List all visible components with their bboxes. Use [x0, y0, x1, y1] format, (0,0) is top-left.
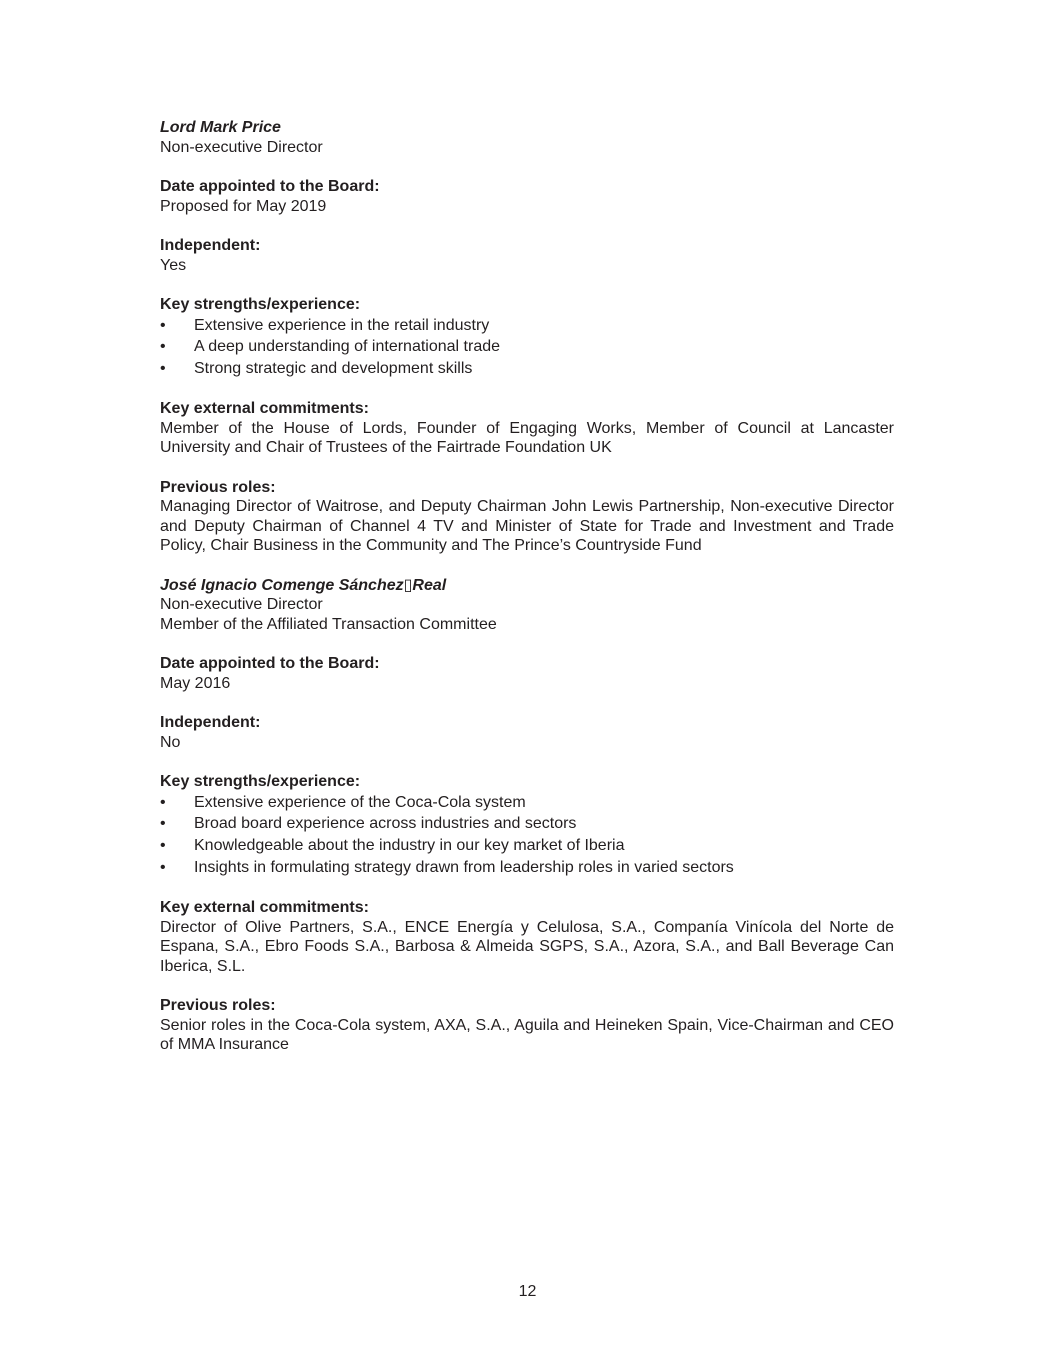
document-page [160, 118, 894, 1055]
key-commitments-text: Member of the House of Lords, Founder of Engaging Works, Member of Council at Lancaster University and Chair of Trustees of the Fairtrade Foundation UK [160, 419, 894, 457]
director-profile [160, 118, 894, 556]
director-name: Lord Mark Price [160, 119, 281, 136]
previous-roles-text: Senior roles in the Coca-Cola system, AXA, S.A., Aguila and Heineken Spain, Vice-Chairman and CEO of MMA Insurance [160, 1016, 894, 1054]
key-commitments-label: Key external commitments: [160, 899, 369, 917]
bullet-icon: • [160, 338, 166, 356]
independent-value: Yes [160, 256, 187, 274]
list-item: • Extensive experience of the Coca-Cola system [160, 792, 894, 814]
date-appointed-value: May 2016 [160, 674, 231, 692]
list-item: • Extensive experience in the retail industry [160, 315, 894, 337]
independent-label: Independent: [160, 237, 261, 254]
director-role: Non-executive Director [160, 596, 323, 614]
independent-label: Independent: [160, 714, 261, 732]
previous-roles-text: Managing Director of Waitrose, and Deputy Chairman John Lewis Partnership, Non-executive Director and Deputy Chairman of Channel 4 TV and Minister of State for Trade and Investment and Trade Policy, Chair Business in the Community and The Prince’s Countryside Fund [160, 498, 894, 555]
key-commitments-text: Director of Olive Partners, S.A., ENCE Energía y Celulosa, S.A., Companía Vinícola del Norte de Espana, S.A., Ebro Foods S.A., Barbosa & Almeida SGPS, S.A., Azora, S.A., and Ball Beverage Can Iberica, S.L. [160, 918, 894, 975]
key-commitments-label: Key external commitments: [160, 400, 369, 418]
list-item: • Knowledgeable about the industry in our key market of Iberia [160, 835, 894, 857]
page-number: 12 [518, 1283, 537, 1300]
director-name: José Ignacio Comenge Sánchez▯Real [160, 576, 447, 594]
bullet-icon: • [160, 836, 166, 854]
key-strengths-label: Key strengths/experience: [160, 296, 361, 313]
previous-roles-label: Previous roles: [160, 478, 276, 496]
key-strengths-label: Key strengths/experience: [160, 773, 361, 791]
list-item: • A deep understanding of international trade [160, 336, 894, 358]
bullet-icon: • [160, 316, 166, 334]
date-appointed-label: Date appointed to the Board: [160, 655, 380, 673]
key-strengths-list [160, 315, 894, 380]
independent-value: No [160, 733, 181, 751]
bullet-icon: • [160, 858, 166, 876]
bullet-icon: • [160, 793, 166, 811]
list-item: • Broad board experience across industries and sectors [160, 813, 894, 835]
director-profile [160, 576, 894, 1055]
bullet-icon: • [160, 359, 166, 377]
director-role: Member of the Affiliated Transaction Committee [160, 615, 497, 633]
key-strengths-list [160, 792, 894, 878]
list-item: • Insights in formulating strategy drawn from leadership roles in varied sectors [160, 857, 894, 879]
date-appointed-value: Proposed for May 2019 [160, 197, 327, 215]
director-role: Non-executive Director [160, 138, 323, 156]
previous-roles-label: Previous roles: [160, 997, 276, 1015]
list-item: • Strong strategic and development skills [160, 358, 894, 380]
bullet-icon: • [160, 815, 166, 833]
date-appointed-label: Date appointed to the Board: [160, 178, 380, 195]
